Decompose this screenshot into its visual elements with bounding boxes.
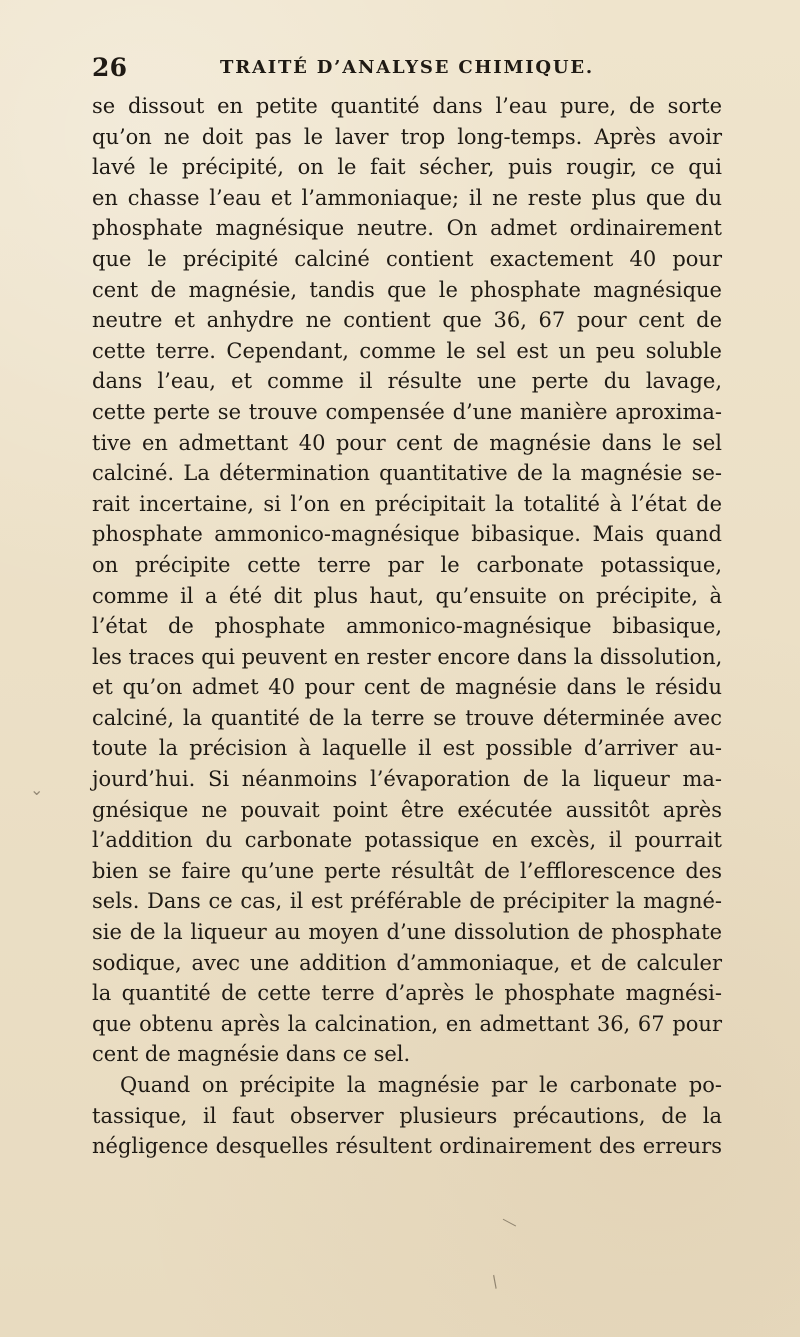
stroke-mark-icon: — <box>498 1209 522 1234</box>
text-line-28: sie de la liqueur au moyen d’une dissolution de phosphate <box>92 920 722 945</box>
text-line-17: comme il a été dit plus haut, qu’ensuite on précipite, à <box>92 583 722 608</box>
slash-mark-icon: / <box>487 1271 502 1292</box>
text-line-32: cent de magnésie dans ce sel. <box>92 1042 411 1067</box>
text-line-13: calciné. La détermination quantitative de la magnésie se- <box>92 461 722 486</box>
body-text <box>92 91 722 1162</box>
text-line-1: se dissout en petite quantité dans l’eau pure, de sorte <box>92 94 722 118</box>
text-line-6: que le précipité calciné contient exactement 40 pour <box>92 246 722 271</box>
text-line-11: cette perte se trouve compensée d’une manière aproxima- <box>92 399 722 424</box>
text-line-19: les traces qui peuvent en rester encore dans la dissolution, <box>92 644 723 669</box>
page-header <box>92 53 722 87</box>
left-margin-mark-icon: ⌄ <box>30 780 44 799</box>
running-head: TRAITÉ D’ANALYSE CHIMIQUE. <box>220 57 594 78</box>
text-line-4: en chasse l’eau et l’ammoniaque; il ne reste plus que du <box>92 185 722 210</box>
text-line-14: rait incertaine, si l’on en précipitait la totalité à l’état de <box>92 491 722 516</box>
text-line-34: tassique, il faut observer plusieurs précautions, de la <box>92 1103 722 1128</box>
text-line-21: calciné, la quantité de la terre se trouve déterminée avec <box>92 705 722 730</box>
text-line-7: cent de magnésie, tandis que le phosphate magnésique <box>92 277 722 302</box>
text-line-30: la quantité de cette terre d’après le phosphate magnési- <box>92 981 722 1006</box>
text-line-35: négligence desquelles résultent ordinairement des erreurs <box>92 1134 722 1159</box>
text-line-31: que obtenu après la calcination, en admettant 36, 67 pour <box>92 1011 722 1036</box>
text-line-33: Quand on précipite la magnésie par le carbonate po- <box>120 1073 722 1097</box>
text-line-24: gnésique ne pouvait point être exécutée aussitôt après <box>92 797 722 822</box>
text-line-12: tive en admettant 40 pour cent de magnésie dans le sel <box>92 430 722 455</box>
text-line-27: sels. Dans ce cas, il est préférable de précipiter la magné- <box>92 889 722 914</box>
text-line-9: cette terre. Cependant, comme le sel est un peu soluble <box>92 338 722 363</box>
text-line-23: jourd’hui. Si néanmoins l’évaporation de la liqueur ma- <box>92 767 722 792</box>
text-line-29: sodique, avec une addition d’ammoniaque, et de calculer <box>92 950 722 975</box>
text-line-25: l’addition du carbonate potassique en excès, il pourrait <box>92 828 722 853</box>
text-line-15: phosphate ammonico-magnésique bibasique. Mais quand <box>92 522 722 547</box>
text-line-16: on précipite cette terre par le carbonate potassique, <box>92 552 722 577</box>
page-number: 26 <box>92 53 128 82</box>
text-line-5: phosphate magnésique neutre. On admet ordinairement <box>92 216 722 241</box>
text-line-8: neutre et anhydre ne contient que 36, 67 pour cent de <box>92 308 722 333</box>
text-line-22: toute la précision à laquelle il est possible d’arriver au- <box>92 736 722 761</box>
text-line-26: bien se faire qu’une perte résultât de l’efflorescence des <box>92 858 722 883</box>
text-line-2: qu’on ne doit pas le laver trop long-temps. Après avoir <box>92 124 722 149</box>
text-line-10: dans l’eau, et comme il résulte une perte du lavage, <box>92 369 722 394</box>
text-line-3: lavé le précipité, on le fait sécher, puis rougir, ce qui <box>92 155 722 180</box>
text-line-18: l’état de phosphate ammonico-magnésique bibasique, <box>92 614 722 639</box>
text-line-20: et qu’on admet 40 pour cent de magnésie dans le résidu <box>92 675 722 700</box>
